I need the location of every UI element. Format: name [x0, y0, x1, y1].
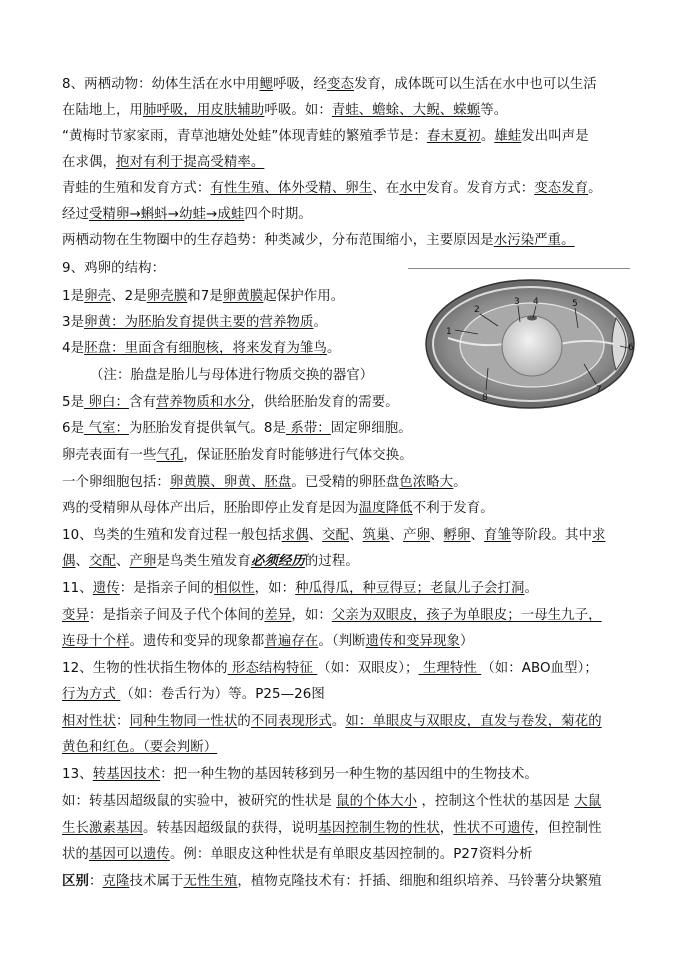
- s8-line-2: 在陆地上，用肺呼吸，用皮肤辅助呼吸。如：青蛙、蟾蜍、大鲵、蝾螈等。: [62, 103, 508, 118]
- s9-line-8: 一个卵细胞包括：卵黄膜、卵黄、胚盘。已受精的卵胚盘色浓略大。: [62, 475, 467, 490]
- s8-line-7: 两栖动物在生物圈中的生存趋势：种类减少，分布范围缩小，主要原因是水污染严重。: [62, 233, 575, 248]
- s12-line-2: 行为方式 （如：卷舌行为）等。P25—26图: [62, 687, 325, 702]
- s12-line-3: 相对性状：同种生物同一性状的不同表现形式。如：单眼皮与双眼皮，直发与卷发，菊花的: [62, 714, 602, 729]
- s8-line-3: “黄梅时节家家雨，青草池塘处处蛙”体现青蛙的繁殖季节是：春末夏初。雄蛙发出叫声是: [62, 129, 589, 144]
- egg-structure-diagram: [408, 268, 638, 416]
- s9-note: （注：胎盘是胎儿与母体进行物质交换的器官）: [90, 368, 374, 383]
- s12-line-1: 12、生物的性状指生物体的 形态结构特征 （如：双眼皮）； 生理特性 （如：ABO血型）；: [62, 661, 598, 676]
- s8-line-1: 8、两栖动物：幼体生活在水中用鳃呼吸，经变态发育，成体既可以生活在水中也可以生活: [62, 77, 597, 92]
- egg-label-6: 6: [628, 343, 634, 353]
- s9-line-6: 6是 气室：为胚胎发育提供氧气。8是 系带：固定卵细胞。: [62, 421, 412, 436]
- s9-title: 9、鸡卵的结构：: [62, 261, 166, 276]
- egg-label-3: 3: [514, 297, 520, 307]
- egg-label-8: 8: [482, 393, 488, 403]
- s9-line-1: 1是卵壳、2是卵壳膜和7是卵黄膜起保护作用。: [62, 289, 345, 304]
- s9-line-2: 3是卵黄：为胚胎发育提供主要的营养物质。: [62, 315, 327, 330]
- s10-line-2: 偶、交配、产卵是鸟类生殖发育必须经历的过程。: [62, 554, 359, 569]
- s9-line-7: 卵壳表面有一些气孔，保证胚胎发育时能够进行气体交换。: [62, 448, 413, 463]
- germinal-disc: [527, 316, 537, 321]
- s13-line-5: 区别：克隆技术属于无性生殖，植物克隆技术有：扦插、细胞和组织培养、马铃薯分块繁殖: [62, 874, 602, 889]
- s13-line-2: 如：转基因超级鼠的实验中，被研究的性状是 鼠的个体大小 ，控制这个性状的基因是 大鼠: [62, 794, 602, 809]
- s8-line-6: 经过受精卵→蝌蚪→幼蛙→成蛙四个时期。: [62, 207, 312, 222]
- s10-line-1: 10、鸟类的生殖和发育过程一般包括求偶、交配、筑巢、产卵、孵卵、育雏等阶段。其中求: [62, 528, 606, 543]
- s8-line-5: 青蛙的生殖和发育方式：有性生殖、体外受精、卵生、在水中发育。发育方式：变态发育。: [62, 181, 602, 196]
- s13-line-3: 生长激素基因。转基因超级鼠的获得，说明基因控制生物的性状，性状不可遗传，但控制性: [62, 821, 602, 836]
- s9-line-9: 鸡的受精卵从母体产出后，胚胎即停止发育是因为温度降低不利于发育。: [62, 501, 494, 516]
- s11-line-3: 连母十个样。遗传和变异的现象都普遍存在。（判断遗传和变异现象）: [62, 634, 474, 649]
- s8-line-4: 在求偶，抱对有利于提高受精率。: [62, 155, 265, 170]
- egg-label-2: 2: [474, 305, 480, 315]
- s11-line-2: 变异：是指亲子间及子代个体间的差异，如：父亲为双眼皮，孩子为单眼皮；一母生九子，: [62, 608, 602, 623]
- s9-line-5: 5是 卵白：含有营养物质和水分，供给胚胎发育的需要。: [62, 395, 399, 410]
- egg-label-4: 4: [533, 297, 539, 307]
- s9-line-3: 4是胚盘：里面含有细胞核，将来发育为雏鸟。: [62, 341, 341, 356]
- s12-line-4: 黄色和红色。（要会判断）: [62, 740, 218, 755]
- s11-line-1: 11、遗传：是指亲子间的相似性，如：种瓜得瓜，种豆得豆；老鼠儿子会打洞。: [62, 581, 538, 596]
- egg-label-5: 5: [572, 299, 578, 309]
- s13-line-1: 13、转基因技术：把一种生物的基因转移到另一种生物的基因组中的生物技术。: [62, 767, 538, 782]
- egg-yolk: [502, 316, 562, 376]
- s13-line-4: 状的基因可以遗传。例：单眼皮这种性状是有单眼皮基因控制的。P27资料分析: [62, 847, 533, 862]
- egg-label-1: 1: [446, 327, 452, 337]
- egg-label-7: 7: [596, 385, 602, 395]
